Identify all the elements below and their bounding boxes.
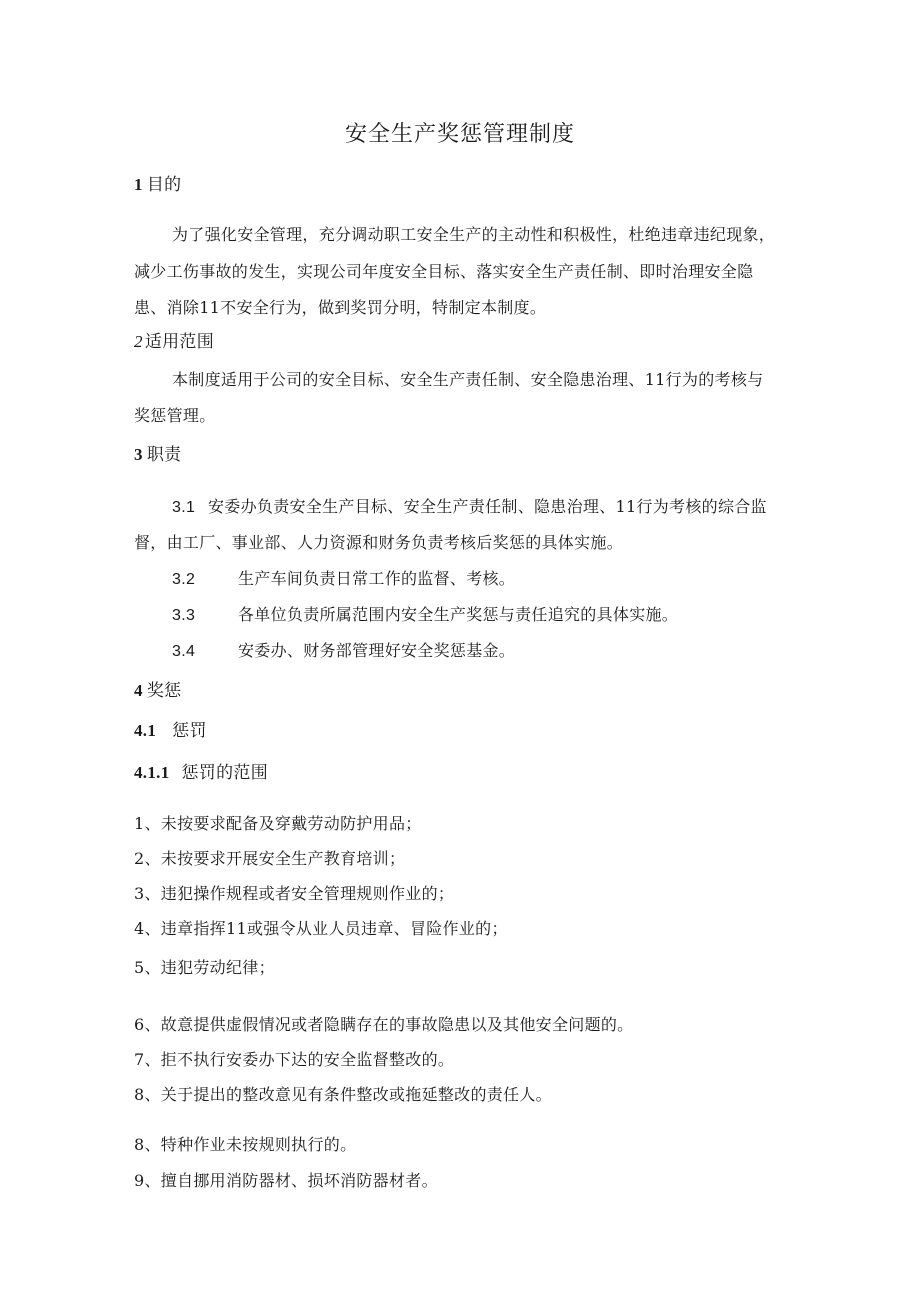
section-3-number: 3 bbox=[134, 445, 143, 464]
penalty-item-9: 8、特种作业未按规则执行的。 bbox=[134, 1135, 357, 1154]
section-4-heading bbox=[134, 681, 181, 701]
section-2-para-line-2: 奖惩管理。 bbox=[134, 406, 216, 425]
section-2-heading bbox=[134, 332, 214, 352]
section-2-title: 适用范围 bbox=[144, 332, 215, 352]
section-3-item-3-text: 各单位负责所属范围内安全生产奖惩与责任追究的具体实施。 bbox=[238, 605, 679, 624]
section-3-item-3 bbox=[172, 605, 678, 626]
section-2-para-line-1: 本制度适用于公司的安全目标、安全生产责任制、安全隐患治理、11行为的考核与 bbox=[172, 370, 764, 389]
section-4-title: 奖惩 bbox=[146, 681, 182, 701]
section-3-item-2 bbox=[172, 569, 515, 590]
section-3-item-2-text: 生产车间负责日常工作的监督、考核。 bbox=[238, 569, 516, 588]
penalty-item-4: 4、违章指挥11或强令从业人员违章、冒险作业的； bbox=[134, 919, 508, 938]
section-1-para-line-1: 为了强化安全管理，充分调动职工安全生产的主动性和积极性，杜绝违章违纪现象， bbox=[172, 225, 776, 244]
section-3-item-3-number: 3.3 bbox=[172, 607, 196, 624]
section-1-title: 目的 bbox=[146, 175, 182, 195]
section-4-number: 4 bbox=[134, 681, 143, 700]
section-4-1-heading bbox=[134, 721, 207, 741]
section-3-item-1-number: 3.1 bbox=[172, 499, 196, 516]
section-3-item-1-line-2: 督，由工厂、事业部、人力资源和财务负责考核后奖惩的具体实施。 bbox=[134, 533, 624, 552]
section-1-para-line-3: 患、消除11不安全行为，做到奖罚分明，特制定本制度。 bbox=[134, 298, 547, 317]
section-3-heading bbox=[134, 445, 181, 465]
penalty-item-5: 5、违犯劳动纪律； bbox=[134, 958, 275, 977]
penalty-item-8: 8、关于提出的整改意见有条件整改或拖延整改的责任人。 bbox=[134, 1085, 552, 1104]
page-title: 安全生产奖惩管理制度 bbox=[344, 122, 575, 147]
section-1-para-line-2: 减少工伤事故的发生，实现公司年度安全目标、落实安全生产责任制、即时治理安全隐 bbox=[134, 262, 754, 281]
section-3-item-4 bbox=[172, 641, 515, 662]
section-2-number: 2 bbox=[134, 332, 143, 351]
section-4-1-1-title: 惩罚的范围 bbox=[181, 763, 268, 783]
section-4-1-title: 惩罚 bbox=[172, 721, 207, 741]
penalty-item-7: 7、拒不执行安委办下达的安全监督整改的。 bbox=[134, 1050, 455, 1069]
penalty-item-10: 9、擅自挪用消防器材、损坏消防器材者。 bbox=[134, 1171, 438, 1190]
penalty-item-6: 6、故意提供虚假情况或者隐瞒存在的事故隐患以及其他安全问题的。 bbox=[134, 1015, 634, 1034]
section-3-title: 职责 bbox=[146, 445, 182, 465]
section-1-heading bbox=[134, 175, 181, 195]
section-3-item-1-text: 安委办负责安全生产目标、安全生产责任制、隐患治理、11行为考核的综合监 bbox=[208, 497, 767, 516]
section-3-item-1-line-1 bbox=[172, 497, 767, 518]
section-3-item-4-text: 安委办、财务部管理好安全奖惩基金。 bbox=[238, 641, 516, 660]
section-4-1-1-heading bbox=[134, 763, 268, 783]
penalty-item-1: 1、未按要求配备及穿戴劳动防护用品； bbox=[134, 814, 422, 833]
penalty-item-2: 2、未按要求开展安全生产教育培训； bbox=[134, 849, 406, 868]
penalty-item-3: 3、违犯操作规程或者安全管理规则作业的； bbox=[134, 884, 455, 903]
section-4-1-number: 4.1 bbox=[134, 721, 157, 740]
section-3-item-4-number: 3.4 bbox=[172, 643, 196, 660]
section-3-item-2-number: 3.2 bbox=[172, 571, 196, 588]
section-4-1-1-number: 4.1.1 bbox=[134, 763, 170, 782]
section-1-number: 1 bbox=[134, 175, 143, 194]
